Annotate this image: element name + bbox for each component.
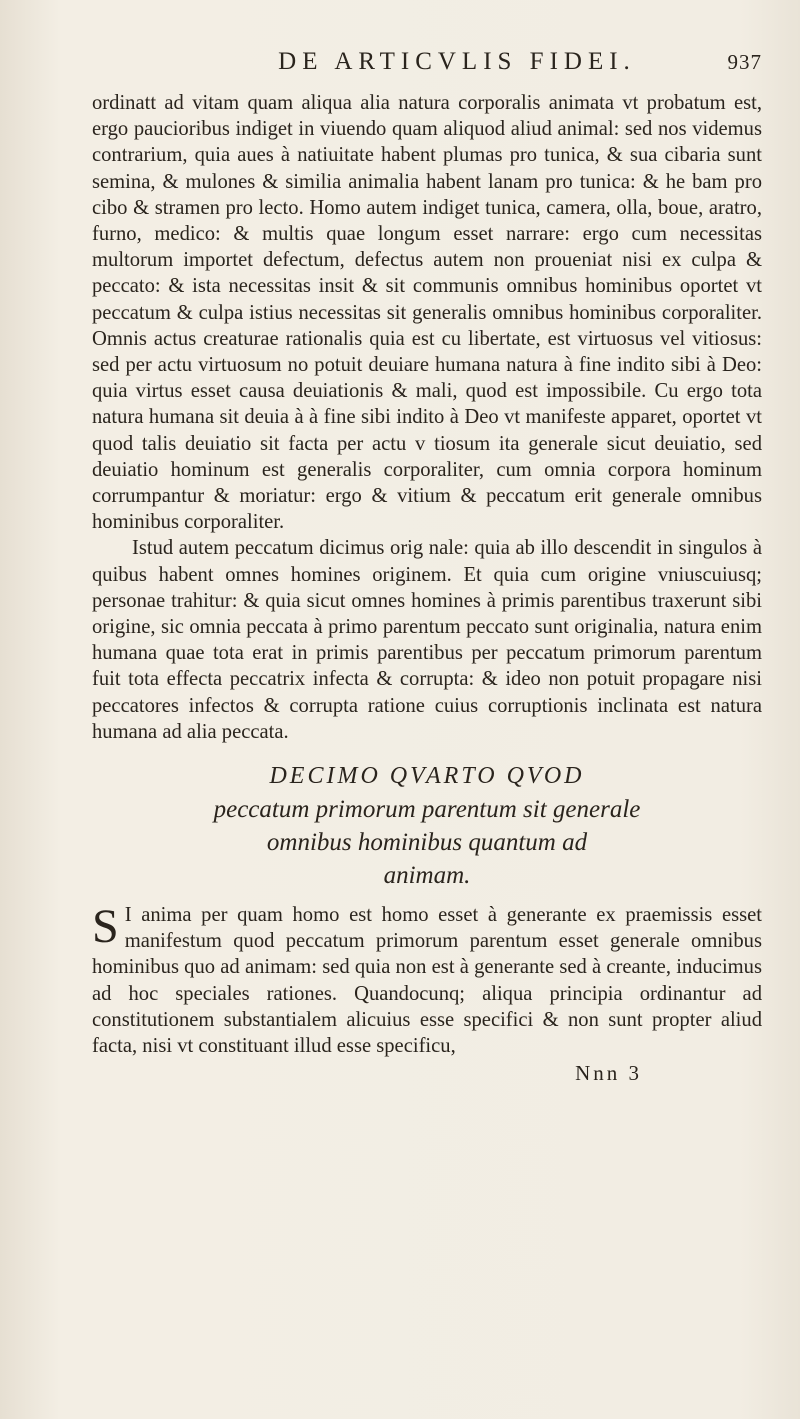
page-number: 937: [727, 50, 762, 74]
running-head-title: DE ARTICVLIS FIDEI.: [278, 48, 636, 75]
paragraph-argument: ordinatt ad vitam quam aliqua alia natura corporalis animata vt probatum est, ergo paucioribus indiget in viuendo quam aliquod aliud animal: sed nos videmus contrarium, quia aues à natiuitate habent plumas pro tunica, & sua cibaria sunt semina, & mulones & similia animalia habent lanam pro tunica: & he bam pro cibo & stramen pro lecto. Homo autem indiget tunica, camera, olla, boue, aratro, furno, medico: & multis quae longum esset narrare: ergo cum necessitas multorum importet defectum, defectus autem non proueniat nisi ex culpa & peccato: & ista necessitas insit & sit communis omnibus hominibus oportet vt peccatum & culpa istius necessitas sit generalis omnibus hominibus corporaliter. Omnis actus creaturae rationalis quia est cu libertate, est virtuosus vel vitiosus: sed per actu virtuosum no potuit deuiare humana natura à fine indito sibi à Deo: quia virtus esset causa deuiationis & mali, quod est impossibile. Cu ergo tota natura humana sit deuia à à fine sibi indito à Deo vt manifeste apparet, oportet vt quod talis deuiatio sit facta per actu v tiosum ita generale sicut deuiatio, sed deuiatio hominum est generalis corporaliter, cum omnia corpora hominum corrumpantur & moriatur: ergo & vitium & peccatum erit generale omnibus hominibus corporaliter.: [92, 92, 762, 534]
heading-line-3: omnibus hominibus quantum ad: [266, 829, 588, 857]
body-text: [92, 90, 762, 1086]
heading-line-2: peccatum primorum parentum sit generale: [213, 796, 641, 824]
signature-mark: Nnn 3: [575, 1061, 642, 1086]
paragraph-original-sin: Istud autem peccatum dicimus orig nale: quia ab illo descendit in singulos à quibus habent omnes homines originem. Et quia cum origine vniuscuiusq; personae trahitur: & quia sicut omnes homines à primis parentibus traxerunt sibi origine, sic omnia peccata à primo parentum peccato sunt originalia, natura enim humana quae tota erat in primis parentibus per peccatum primorum parentum fuit tota effecta peccatrix infecta & corrupta: & ideo non potuit propagare nisi peccatores infectos & corrupta ratione cuius corruptionis inclinata est natura humana ad alia peccata.: [92, 537, 762, 743]
running-head: [92, 48, 762, 90]
drop-capital: S: [92, 900, 119, 954]
paragraph-soul-text: I anima per quam homo est homo esset à generante ex praemissis esset manifestum quod peccatum primorum parentum esset generale omnibus hominibus quo ad animam: sed quia non est à generante sed à creante, inducimus ad hoc speciales rationes. Quandocunq; aliqua principia ordinantur ad constitutionem substantialem alicuius esse specifici & non sunt propter aliud facta, nisi vt constituant illud esse specificu,: [92, 904, 762, 1058]
heading-line-1: DECIMO QVARTO QVOD: [269, 763, 585, 790]
section-heading: [92, 759, 762, 892]
heading-line-4: animam.: [383, 862, 471, 890]
paragraph-soul: [92, 902, 762, 1059]
